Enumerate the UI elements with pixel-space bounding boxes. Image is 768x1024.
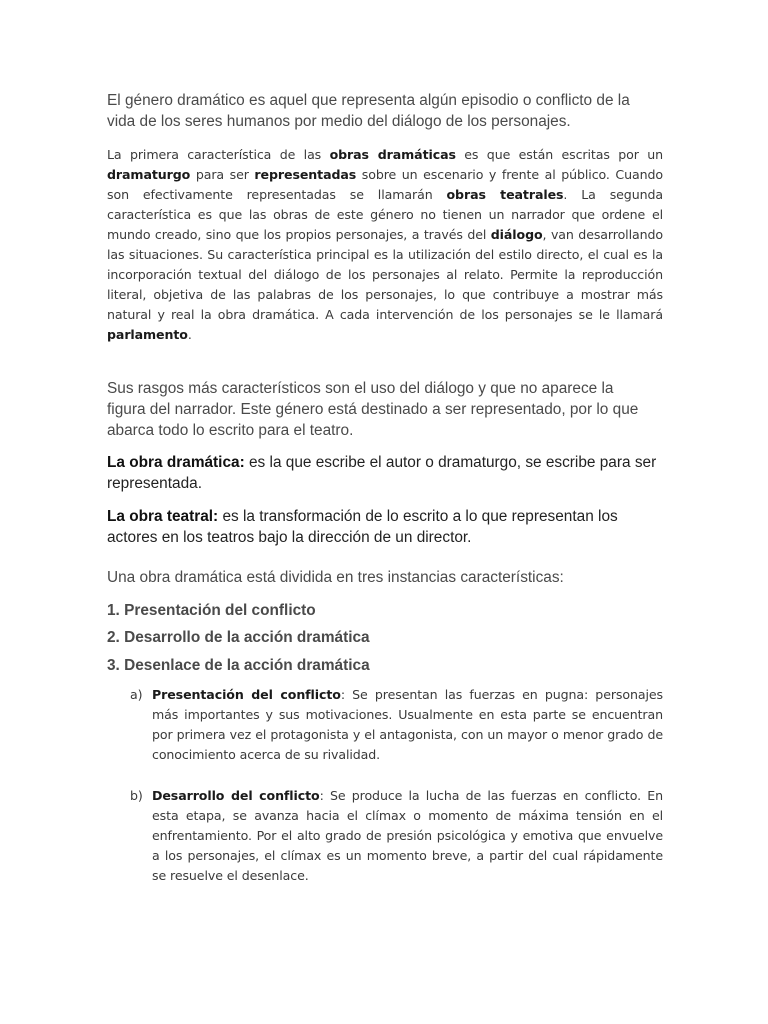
sub-item-text: : Se produce la lucha de las fuerzas en conflicto. En esta etapa, se avanza hacia el clímax o momento de máxima tensión en el enfrentamiento. Por el alto grado de presión psicológica y emotiva que envuelve a los personajes, el clímax es un momento breve, a partir del cual rápidamente se resuelve el desenlace.	[152, 788, 663, 883]
definition-text: es la que escribe el autor o dramaturgo, se escribe para ser representada.	[107, 454, 657, 492]
traits-paragraph: Sus rasgos más característicos son el uso del diálogo y que no aparece la figura del narrador. Este género está destinado a ser representado, por lo que abarca todo lo escrito para el teatro.	[107, 380, 639, 439]
characteristics-paragraph	[107, 145, 663, 345]
definition-term: La obra teatral:	[107, 508, 219, 525]
bold-term-representadas: representadas	[254, 167, 357, 182]
sub-item-desarrollo	[130, 786, 663, 886]
text-span: , van desarrollando las situaciones. Su característica principal es la utilización del estilo directo, el cual es la incorporación textual del diálogo de los personajes al relato. Permite la reproducción literal, objetiva de las palabras de los personajes, lo que contribuye a mostrar más natural y real la obra dramática. A cada intervención de los personajes se le llamará	[107, 227, 663, 322]
numbered-item: 3. Desenlace de la acción dramática	[107, 657, 370, 674]
numbered-item: 1. Presentación del conflicto	[107, 602, 316, 619]
sub-item-text: : Se presentan las fuerzas en pugna: personajes más importantes y sus motivaciones. Usualmente en esta parte se encuentran por primera vez el protagonista y el antagonista, con un mayor o menor grado de conocimiento acerca de su rivalidad.	[152, 687, 663, 762]
text-span: sobre un escenario y frente al público. Cuando son efectivamente representadas se llamarán	[107, 167, 663, 202]
text-span: . La segunda característica es que las obras de este género no tienen un narrador que ordene el mundo creado, sino que los propios personajes, a través del	[107, 187, 663, 242]
sub-item-term: Desarrollo del conflicto	[152, 788, 320, 803]
bold-term-obras-teatrales: obras teatrales	[446, 187, 564, 202]
division-intro: Una obra dramática está dividida en tres instancias características:	[107, 569, 564, 586]
text-span: La primera característica de las	[107, 147, 330, 162]
text-span: .	[187, 327, 192, 342]
intro-paragraph: El género dramático es aquel que representa algún episodio o conflicto de la vida de los seres humanos por medio del diálogo de los personajes.	[107, 92, 630, 130]
definition-text: es la transformación de lo escrito a lo que representan los actores en los teatros bajo la dirección de un director.	[107, 508, 618, 546]
definition-obra-dramatica	[107, 452, 667, 494]
definition-obra-teatral	[107, 506, 667, 548]
sub-item-body	[152, 786, 663, 886]
sub-item-term: Presentación del conflicto	[152, 687, 341, 702]
bold-term-dialogo: diálogo	[490, 227, 543, 242]
bold-term-obras-dramaticas: obras dramáticas	[329, 147, 456, 162]
bold-term-dramaturgo: dramaturgo	[107, 167, 191, 182]
list-marker: a)	[130, 687, 143, 702]
sub-item-presentacion	[130, 685, 663, 765]
bold-term-parlamento: parlamento	[107, 327, 188, 342]
definition-term: La obra dramática:	[107, 454, 245, 471]
text-span: para ser	[190, 167, 255, 182]
sub-item-body	[152, 685, 663, 765]
text-span: es que están escritas por un	[455, 147, 663, 162]
list-marker: b)	[130, 788, 143, 803]
numbered-item: 2. Desarrollo de la acción dramática	[107, 629, 370, 646]
